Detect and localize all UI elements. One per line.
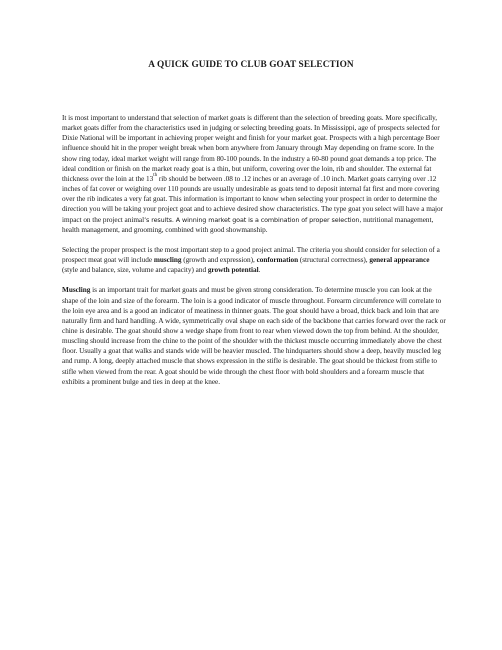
text-run: nutritional management, health management, and grooming, combined with good showmanship.: [62, 215, 434, 234]
text-run: (structural correctness),: [298, 256, 370, 265]
document-body: [62, 113, 446, 387]
text-run: rib should be between .08 to .12 inches or an average of .10 inch. Market goats carrying over .12 inches of fat cover or weighing over 110 pounds are usually undesirable as goats tend to deposit internal fat first and more covering over the rib indicates a very fat goat. This information is important to know when selecting your prospect in order to determine the direction you will be taking your project goat and to achieve desired show characteristics. The type goat you select will have a major impact on the project animal: [62, 174, 443, 224]
paragraph-criteria: [62, 245, 446, 275]
document-title: A QUICK GUIDE TO CLUB GOAT SELECTION: [148, 60, 354, 70]
paragraph-intro: [62, 113, 446, 235]
term-growth-potential: growth potential: [207, 266, 259, 275]
text-run: Selecting the proper prospect is the most important step to a good project animal. The criteria you should consider for selection of a prospect meat goat will include: [62, 245, 440, 265]
term-conformation: conformation: [256, 256, 299, 265]
text-run: .: [258, 266, 261, 275]
paragraph-muscling: [62, 285, 446, 387]
text-run: It is most important to understand that selection of market goats is different than the selection of breeding goats. More specifically, market goats differ from the characteristics used in judging or selecting breeding goats. In Mississippi, age of prospects selected for Dixie National will be important in achieving proper weight and finish for your market goat. Prospects with a high percentage Boer influence should hit in the proper weight break when born anywhere from January through May depending on frame score. In the show ring today, ideal market weight will range from 80-100 pounds. In the industry a 60-80 pound goat demands a top price. The ideal condition or finish on the market ready goat is a thin, but uniform, covering over the loin, rib and shoulder. The external fat thickness over the loin at the 13: [62, 114, 440, 183]
text-run: is an important trait for market goats and must be given strong consideration. To determine muscle you can look at the shape of the loin and size of the forearm. The loin is a good indicator of muscle throughout. Forearm circumference will correlate to the loin eye area and is a good an indicator of meatiness in thinner goats. The goat should have a broad, thick back and loin that are naturally firm and hard handling. A wide, symmetrically oval shape on each side of the backbone that carries forward over the rack or chine is desirable. The goat should show a wedge shape from front to rear when viewed down the top from behind. At the shoulder, muscling should increase from the chine to the point of the shoulder with the thickest muscle occurring immediately above the chest floor. Usually a goat that walks and stands wide will be heavier muscled. The hindquarters should show a deep, heavily muscled leg and rump. A long, deeply attached muscle that shows expression in the stifle is desirable. The goat should be thickest from stifle to stifle when viewed from the rear. A goat should be wide through the chest floor with bold shoulders and a forearm muscle that exhibits a prominent bulge and ties in deep at the knee.: [62, 286, 446, 386]
term-muscling: Muscling: [62, 286, 91, 295]
text-run-alt-font: ’s results. A winning market goat is a combination of proper selection,: [144, 215, 362, 224]
superscript: th: [153, 172, 158, 178]
text-run: (style and balance, size, volume and capacity) and: [62, 266, 208, 275]
term-general-appearance: general appearance: [369, 256, 430, 265]
term-muscling: muscling: [153, 256, 182, 265]
text-run: (growth and expression),: [181, 256, 257, 265]
